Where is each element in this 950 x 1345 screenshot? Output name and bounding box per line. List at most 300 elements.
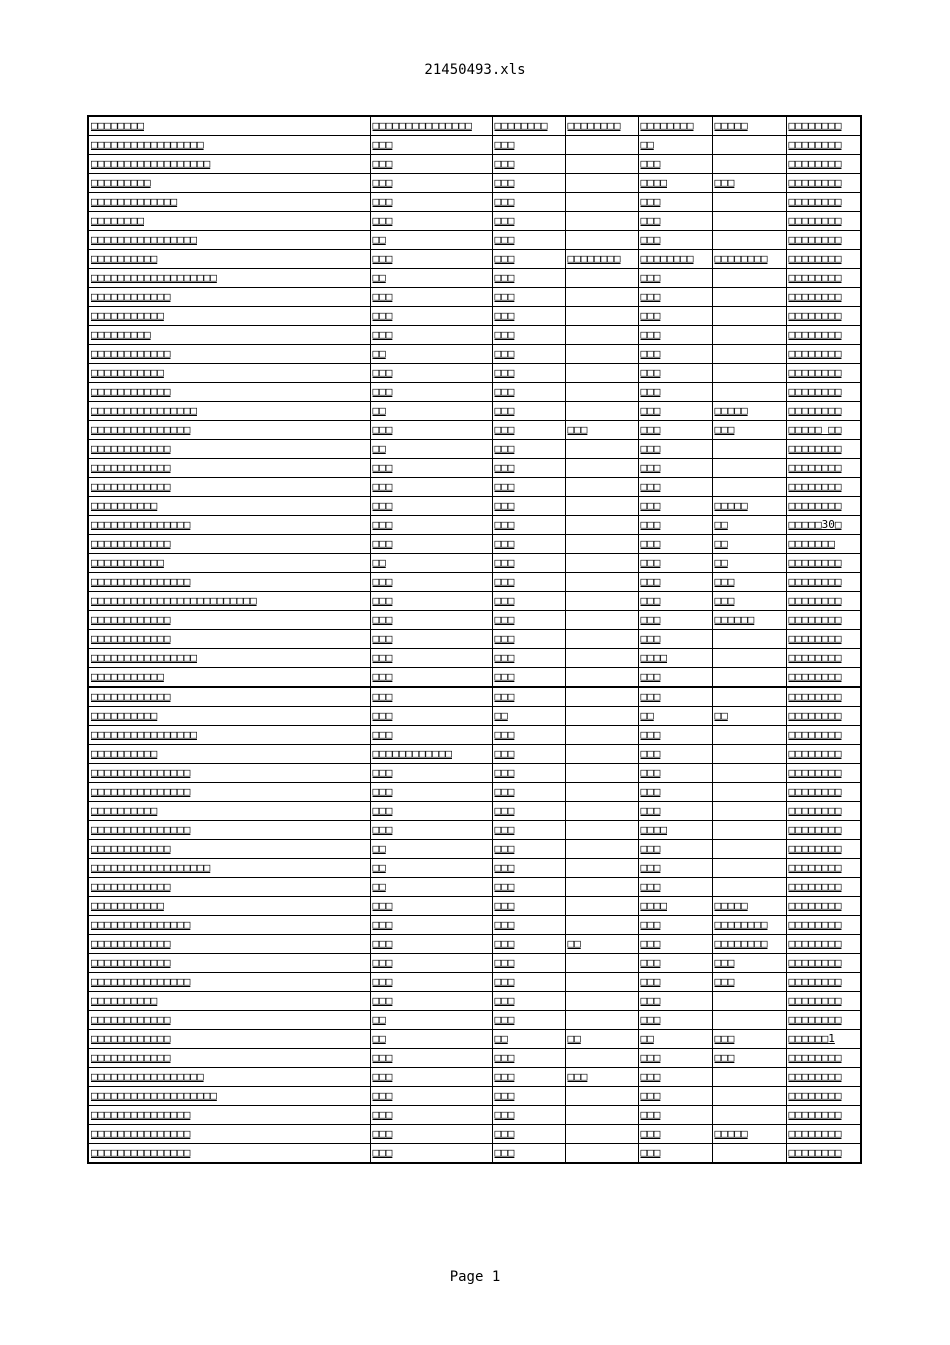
table-cell [712, 821, 786, 840]
table-cell [712, 649, 786, 668]
table-cell: □□□□□□□□ [786, 878, 861, 897]
table-cell: □□□□□□□□□□□□ [88, 687, 370, 707]
table-cell: □□ [370, 554, 492, 573]
table-row [88, 497, 861, 516]
table-row [88, 212, 861, 231]
table-cell [565, 973, 638, 992]
table-row [88, 821, 861, 840]
table-cell: □□□ [370, 288, 492, 307]
table-row [88, 116, 861, 136]
table-cell: □□□ [370, 155, 492, 174]
table-cell [565, 155, 638, 174]
table-cell: □□□ [370, 1106, 492, 1125]
table-cell: □□□ [370, 1068, 492, 1087]
table-cell: □□□□□□□□ [712, 935, 786, 954]
table-cell: □□□ [492, 687, 565, 707]
table-cell: □□□ [492, 402, 565, 421]
table-cell: □□□□□□□□□□□ [88, 668, 370, 688]
table-row [88, 535, 861, 554]
table-cell: □□□ [638, 212, 712, 231]
table-cell: □□□□□□□□□ [88, 326, 370, 345]
table-cell: □□ [370, 440, 492, 459]
table-row [88, 402, 861, 421]
table-cell: □□□ [638, 345, 712, 364]
table-cell: □□□□□□□□ [786, 440, 861, 459]
table-row [88, 1011, 861, 1030]
table-cell [712, 383, 786, 402]
table-cell: □□□□□□□□ [786, 364, 861, 383]
table-cell: □□□□□□□□ [786, 459, 861, 478]
table-cell [712, 193, 786, 212]
table-cell: □□□□□□□□ [786, 611, 861, 630]
table-row [88, 668, 861, 688]
table-cell: □□□ [492, 1049, 565, 1068]
table-row [88, 288, 861, 307]
table-cell: □□□ [492, 573, 565, 592]
table-row [88, 1030, 861, 1049]
table-cell: □□ [370, 878, 492, 897]
table-cell: □□□□□□□□□□□□ [370, 745, 492, 764]
table-cell: □□□ [712, 174, 786, 193]
table-cell [712, 1106, 786, 1125]
table-cell: □□□ [370, 668, 492, 688]
table-cell [712, 802, 786, 821]
table-cell: □□□□□□□□□□□□□□□□□ [88, 136, 370, 155]
table-cell [565, 764, 638, 783]
table-cell: □□□ [370, 687, 492, 707]
table-row [88, 440, 861, 459]
table-cell: □□□ [492, 497, 565, 516]
table-cell: □□□□□□□□ [638, 250, 712, 269]
table-cell: □□□ [492, 459, 565, 478]
table-row [88, 783, 861, 802]
document-title: 21450493.xls [424, 62, 526, 78]
table-cell: □□□ [370, 497, 492, 516]
table-cell: □□□ [370, 649, 492, 668]
table-cell: □□□ [370, 478, 492, 497]
table-cell: □□□□□□□□□□□□□□□ [88, 764, 370, 783]
table-cell: □□□ [370, 307, 492, 326]
table-cell: □□□ [638, 554, 712, 573]
table-cell: □□ [370, 402, 492, 421]
table-cell [712, 783, 786, 802]
table-cell [712, 269, 786, 288]
table-cell [565, 212, 638, 231]
table-cell: □□□ [638, 745, 712, 764]
table-cell: □□□ [370, 726, 492, 745]
table-cell: □□ [565, 935, 638, 954]
table-cell: □□□ [638, 1011, 712, 1030]
table-row [88, 516, 861, 535]
table-cell: □□□ [492, 326, 565, 345]
table-cell: □□□ [492, 155, 565, 174]
table-cell: □□□ [638, 840, 712, 859]
table-cell: □□□ [370, 421, 492, 440]
table-cell: □□□ [638, 1144, 712, 1164]
table-cell: □□□□□□□□ [786, 973, 861, 992]
table-cell: □□□ [492, 1068, 565, 1087]
table-cell: □□□□□□□□ [88, 212, 370, 231]
table-cell: □□□ [492, 897, 565, 916]
table-cell: □□□□□□□□ [786, 1087, 861, 1106]
table-cell: □□□□ [638, 821, 712, 840]
table-cell: □□□ [638, 497, 712, 516]
table-cell: □□□□□□□□ [786, 726, 861, 745]
table-cell: □□□ [492, 1087, 565, 1106]
table-cell: □□□ [638, 1068, 712, 1087]
table-cell [565, 897, 638, 916]
table-cell: □□□ [638, 269, 712, 288]
table-cell: □□□□□□□□ [786, 478, 861, 497]
table-cell: □□□□□□□□□□□□ [88, 954, 370, 973]
table-cell [712, 630, 786, 649]
table-cell: □□□□□□□□ [786, 992, 861, 1011]
table-cell: □□□ [492, 764, 565, 783]
table-cell: □□□ [492, 288, 565, 307]
table-cell: □□□□□□□□ [786, 764, 861, 783]
table-cell: □□□ [370, 954, 492, 973]
table-cell [565, 1011, 638, 1030]
table-cell: □□ [492, 707, 565, 726]
table-cell: □□□ [492, 783, 565, 802]
table-cell: □□□ [492, 954, 565, 973]
table-cell [565, 992, 638, 1011]
table-cell [565, 783, 638, 802]
table-cell: □□□□□□□□□□□□□□□ [88, 1125, 370, 1144]
table-cell [565, 478, 638, 497]
table-cell: □□□ [370, 821, 492, 840]
table-cell: □□□ [638, 935, 712, 954]
table-cell: □□ [638, 707, 712, 726]
table-cell: □□□□□□□□ [786, 1144, 861, 1164]
table-cell [712, 364, 786, 383]
table-cell: □□□ [370, 1049, 492, 1068]
table-cell: □□□□□□□□□□□□□□□ [88, 821, 370, 840]
table-cell: □□□□□□□□□□□ [88, 897, 370, 916]
table-row [88, 345, 861, 364]
table-cell: □□□ [638, 231, 712, 250]
table-cell: □□□□□□□□ [786, 193, 861, 212]
table-cell: □□□ [370, 459, 492, 478]
table-cell [712, 1068, 786, 1087]
table-cell: □□□ [492, 878, 565, 897]
table-cell: □□□□□□□□ [786, 935, 861, 954]
table-cell: □□□□□□□□ [786, 783, 861, 802]
table-cell: □□□ [712, 954, 786, 973]
table-cell: □□□□□□□□ [786, 573, 861, 592]
table-cell: □□□ [492, 136, 565, 155]
table-cell: □□□□□□□□□□□□ [88, 383, 370, 402]
table-cell: □□□□□□□□ [786, 326, 861, 345]
table-row [88, 307, 861, 326]
table-cell: □□□ [638, 916, 712, 935]
table-cell [712, 307, 786, 326]
table-cell: □□ [370, 1030, 492, 1049]
table-row [88, 554, 861, 573]
table-cell: □□□□□□□□□□□□□□□□ [88, 402, 370, 421]
table-cell [565, 611, 638, 630]
table-row [88, 707, 861, 726]
table-cell: □□□□□□□□ [786, 307, 861, 326]
table-row [88, 1106, 861, 1125]
table-cell: □□□□□□□□ [712, 916, 786, 935]
table-cell: □□□□□□□□□□□□ [88, 1049, 370, 1068]
table-cell: □□□ [492, 478, 565, 497]
table-cell: □□□□□□□□□□□□□□□ [88, 573, 370, 592]
table-cell: □□□□□□□□ [786, 916, 861, 935]
table-cell: □□□ [638, 783, 712, 802]
table-cell: □□□ [638, 459, 712, 478]
table-row [88, 193, 861, 212]
table-cell: □□□□□ □□ [786, 421, 861, 440]
table-cell: □□□ [638, 992, 712, 1011]
table-cell: □□□ [638, 516, 712, 535]
table-cell: □□□ [712, 1030, 786, 1049]
table-cell: □□□ [638, 364, 712, 383]
table-cell: □□□□□□□□ [786, 1125, 861, 1144]
table-cell: □□□□□□□□□□□□□□□□□□ [88, 155, 370, 174]
table-cell: □□□ [492, 516, 565, 535]
table-row [88, 649, 861, 668]
table-cell [565, 193, 638, 212]
table-cell: □□□ [712, 421, 786, 440]
table-cell: □□□□□□□□ [786, 1011, 861, 1030]
table-row [88, 174, 861, 193]
table-cell: □□□□□□□□□□□□□□□ [88, 973, 370, 992]
table-cell [565, 707, 638, 726]
table-cell: □□□□□□□□ [786, 212, 861, 231]
table-cell [565, 459, 638, 478]
spreadsheet-body [88, 116, 861, 1163]
table-cell: □□□ [638, 440, 712, 459]
table-cell: □□□ [638, 878, 712, 897]
table-cell [565, 440, 638, 459]
table-cell [565, 288, 638, 307]
table-cell: □□□□□□□□ [786, 250, 861, 269]
table-cell: □□□□□30□ [786, 516, 861, 535]
table-cell: □□□□□□□□□□□□□□□ [88, 783, 370, 802]
table-cell: □□□ [638, 402, 712, 421]
table-cell: □□□□□□□□□□ [88, 497, 370, 516]
table-cell: □□□□□□□□□□ [88, 707, 370, 726]
table-cell: □□□ [370, 535, 492, 554]
table-cell [565, 307, 638, 326]
table-cell: □□□□□□□□□□□□□□□□□□□ [88, 269, 370, 288]
table-cell: □□□ [370, 897, 492, 916]
table-cell: □□□ [492, 345, 565, 364]
table-row [88, 859, 861, 878]
table-cell [712, 136, 786, 155]
table-cell [565, 516, 638, 535]
table-cell: □□□□□□1 [786, 1030, 861, 1049]
table-cell: □□□□□□□□□□□□□□□□ [88, 726, 370, 745]
table-cell: □□□□□□□□□□□□ [88, 630, 370, 649]
table-cell: □□□ [492, 554, 565, 573]
table-row [88, 745, 861, 764]
table-cell: □□ [565, 1030, 638, 1049]
table-cell [565, 649, 638, 668]
table-cell: □□□ [492, 592, 565, 611]
table-cell: □□□□□□□□ [786, 859, 861, 878]
table-row [88, 897, 861, 916]
table-cell [712, 840, 786, 859]
table-cell [712, 1087, 786, 1106]
table-cell: □□□□ [638, 174, 712, 193]
table-cell: □□□ [492, 174, 565, 193]
table-cell: □□□ [370, 764, 492, 783]
table-cell: □□□□□□□□ [786, 231, 861, 250]
table-cell: □□□ [370, 212, 492, 231]
table-cell: □□□ [638, 193, 712, 212]
table-cell [565, 1144, 638, 1164]
table-cell: □□□ [638, 326, 712, 345]
table-cell [712, 326, 786, 345]
table-cell: □□□ [638, 1087, 712, 1106]
table-cell: □□□□□□□□ [786, 288, 861, 307]
table-cell: □□□□□□□□ [786, 1049, 861, 1068]
table-cell: □□□ [492, 973, 565, 992]
table-cell [565, 554, 638, 573]
table-cell: □□□□□□□□ [786, 497, 861, 516]
table-cell: □□□□□□□□□□□□□□□ [88, 421, 370, 440]
table-cell: □□□□□□□□ [786, 745, 861, 764]
table-cell: □□□□□□□□□□□□ [88, 535, 370, 554]
table-row [88, 1125, 861, 1144]
table-row [88, 802, 861, 821]
table-cell: □□□□□□□□ [786, 402, 861, 421]
table-cell: □□ [370, 1011, 492, 1030]
table-cell: □□ [712, 707, 786, 726]
table-cell: □□□ [712, 1049, 786, 1068]
table-cell: □□□ [370, 802, 492, 821]
table-cell: □□□□□□□□□□□□ [88, 840, 370, 859]
table-cell: □□□ [492, 992, 565, 1011]
table-cell: □□□ [712, 592, 786, 611]
table-cell: □□□ [370, 573, 492, 592]
table-cell: □□□ [492, 668, 565, 688]
table-cell [712, 155, 786, 174]
table-cell: □□□□□□□□□□ [88, 250, 370, 269]
table-cell: □□□□□□□□ [786, 687, 861, 707]
table-row [88, 364, 861, 383]
table-cell [712, 726, 786, 745]
table-row [88, 383, 861, 402]
table-cell: □□□ [492, 1125, 565, 1144]
table-cell: □□□ [492, 1011, 565, 1030]
table-cell: □□□□□□□□ [786, 630, 861, 649]
table-cell: □□□□□□□□□□ [88, 992, 370, 1011]
table-row [88, 1144, 861, 1164]
table-row [88, 1068, 861, 1087]
table-cell [565, 859, 638, 878]
table-cell: □□ [370, 269, 492, 288]
table-cell [712, 231, 786, 250]
table-cell: □□□ [638, 973, 712, 992]
table-cell [565, 136, 638, 155]
table-cell: □□□□□□□□ [786, 592, 861, 611]
table-cell: □□□ [712, 573, 786, 592]
table-cell: □□□ [638, 1125, 712, 1144]
table-cell: □□□□□□□□ [786, 383, 861, 402]
table-cell: □□□ [492, 535, 565, 554]
table-cell: □□□□□□□□□□□ [88, 554, 370, 573]
table-cell: □□□ [492, 269, 565, 288]
table-cell: □□□ [638, 611, 712, 630]
table-cell: □□□ [492, 859, 565, 878]
table-cell: □□□ [492, 1144, 565, 1164]
table-cell: □□□ [638, 535, 712, 554]
table-cell [712, 440, 786, 459]
table-cell: □□□ [370, 916, 492, 935]
table-cell: □□□ [370, 136, 492, 155]
table-cell: □□□ [492, 840, 565, 859]
table-cell: □□ [370, 859, 492, 878]
table-cell: □□□□□□□□□□□□□□□□□□ [88, 859, 370, 878]
table-cell [565, 174, 638, 193]
table-cell: □□□ [492, 726, 565, 745]
table-cell: □□□□□□□□ [786, 174, 861, 193]
table-cell [712, 878, 786, 897]
table-cell: □□□□□□□□□□□ [88, 364, 370, 383]
table-cell: □□□ [370, 250, 492, 269]
table-row [88, 916, 861, 935]
table-cell: □□□□□□□□ [786, 668, 861, 688]
table-cell [712, 478, 786, 497]
table-cell [565, 231, 638, 250]
table-row [88, 992, 861, 1011]
table-row [88, 478, 861, 497]
table-cell: □□□□□□□□ [786, 116, 861, 136]
table-cell: □□□□□□□□□□ [88, 745, 370, 764]
table-cell: □□□ [638, 421, 712, 440]
table-cell: □□□ [638, 802, 712, 821]
table-cell: □□□ [370, 783, 492, 802]
table-cell: □□ [638, 1030, 712, 1049]
table-cell: □□□□□□□□□□□□□□□□□□□□□□□□□ [88, 592, 370, 611]
table-cell: □□□ [492, 440, 565, 459]
table-cell [712, 764, 786, 783]
table-cell: □□ [712, 535, 786, 554]
table-cell: □□ [370, 231, 492, 250]
table-row [88, 573, 861, 592]
table-cell: □□□□□□□□□□□□□□□ [88, 1106, 370, 1125]
table-cell [565, 592, 638, 611]
table-cell: □□□□□□□□□□□□□□□□□□□ [88, 1087, 370, 1106]
table-cell: □□□ [370, 935, 492, 954]
table-cell: □□□ [638, 478, 712, 497]
table-cell [712, 345, 786, 364]
table-cell [712, 859, 786, 878]
table-cell [565, 326, 638, 345]
table-cell: □□□□□□□□ [638, 116, 712, 136]
table-cell: □□□ [370, 707, 492, 726]
table-cell: □□□ [492, 916, 565, 935]
table-row [88, 973, 861, 992]
table-cell: □□□□□□□□□□□□ [88, 1030, 370, 1049]
table-cell: □□□ [492, 630, 565, 649]
table-cell: □□□□□ [712, 116, 786, 136]
table-cell: □□□ [565, 421, 638, 440]
table-cell [565, 573, 638, 592]
table-cell [565, 364, 638, 383]
table-cell [565, 1125, 638, 1144]
table-cell [712, 1011, 786, 1030]
table-cell: □□ [712, 516, 786, 535]
table-cell [565, 745, 638, 764]
table-row [88, 459, 861, 478]
table-cell: □□□□□□□□ [492, 116, 565, 136]
table-cell [565, 821, 638, 840]
